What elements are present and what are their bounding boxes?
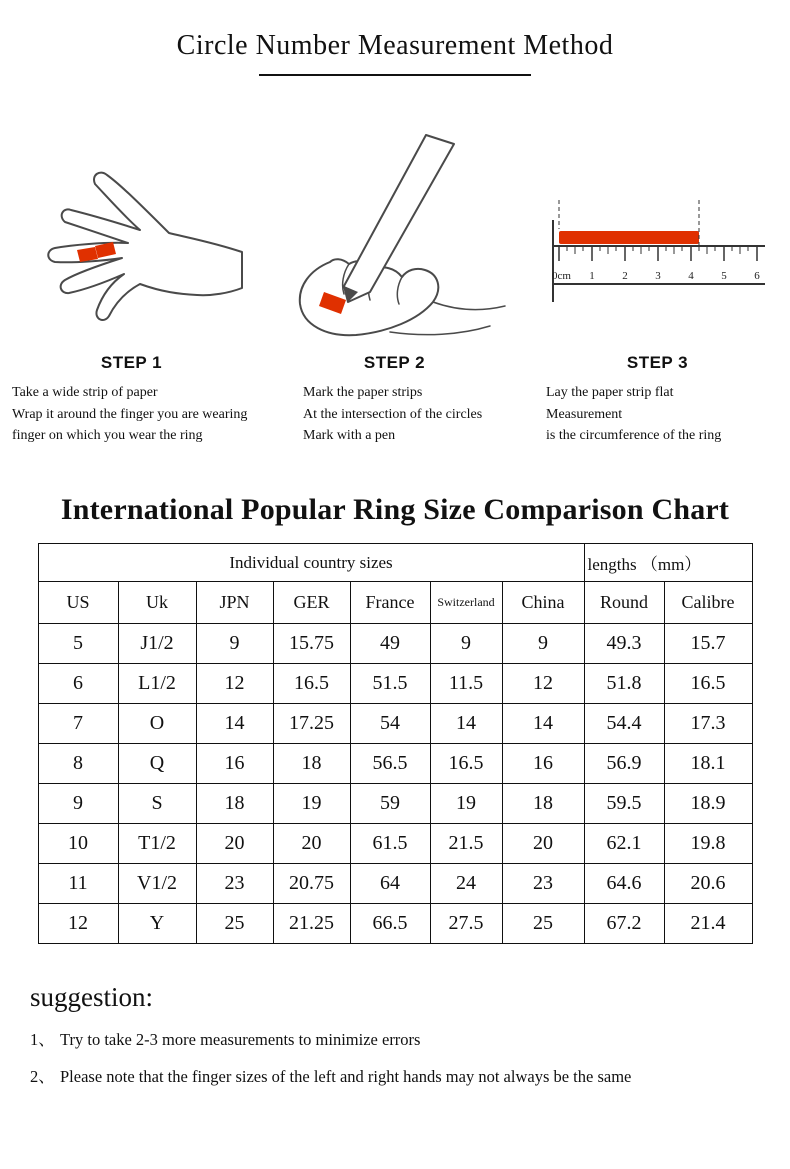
table-cell: 17.3 (664, 704, 752, 744)
table-cell: 11.5 (430, 664, 502, 704)
table-cell: 20.6 (664, 864, 752, 904)
table-cell: 54 (350, 704, 430, 744)
step-desc-line: is the circumference of the ring (546, 428, 722, 444)
table-cell: 11 (38, 864, 118, 904)
table-cell: 12 (502, 664, 584, 704)
title-underline (259, 74, 531, 76)
step1-label: STEP 1 (100, 353, 163, 372)
table-row (38, 624, 752, 664)
step2-description (263, 382, 526, 447)
table-cell: 19 (430, 784, 502, 824)
suggestion-item-number: 1、 (30, 1030, 55, 1050)
column-header: Switzerland (430, 582, 502, 624)
table-cell: 61.5 (350, 824, 430, 864)
table-cell: 64.6 (584, 864, 664, 904)
column-header: Uk (118, 582, 196, 624)
table-cell: 14 (502, 704, 584, 744)
suggestion-item (30, 1026, 790, 1050)
table-cell: 20 (502, 824, 584, 864)
table-cell: Q (118, 744, 196, 784)
table-row (38, 704, 752, 744)
chart-title: International Popular Ring Size Comparison Chart (60, 493, 730, 527)
page (0, 30, 790, 1169)
ruler-label: 3 (654, 270, 661, 282)
table-cell: 14 (430, 704, 502, 744)
table-cell: 18 (196, 784, 273, 824)
column-header: China (502, 582, 584, 624)
table-body (38, 624, 752, 944)
table-cell: 9 (196, 624, 273, 664)
group-header-lengths: lengths （mm） (584, 544, 752, 582)
step-desc-line: finger on which you wear the ring (12, 428, 203, 444)
ruler-label: 1 (588, 270, 595, 282)
table-cell: 19.8 (664, 824, 752, 864)
step-desc-line: Mark the paper strips (303, 385, 423, 400)
table-cell: 15.7 (664, 624, 752, 664)
table-cell: 18 (502, 784, 584, 824)
table-row (38, 824, 752, 864)
suggestion-item-text: Please note that the finger sizes of the left and right hands may not always be the same (60, 1067, 632, 1087)
suggestion-title: suggestion: (30, 982, 154, 1013)
table-cell: 16.5 (273, 664, 350, 704)
table-cell: 12 (38, 904, 118, 944)
step2-illustration (263, 134, 526, 339)
table-cell: 23 (196, 864, 273, 904)
table-cell: 16.5 (430, 744, 502, 784)
step-desc-line: Lay the paper strip flat (546, 385, 674, 400)
table-cell: 27.5 (430, 904, 502, 944)
table-cell: 9 (502, 624, 584, 664)
step1-description (0, 382, 263, 447)
step1-illustration (0, 134, 263, 339)
table-cell: 9 (430, 624, 502, 664)
table-cell: 24 (430, 864, 502, 904)
column-header: US (38, 582, 118, 624)
table-cell: 49.3 (584, 624, 664, 664)
hand-with-paper-strip-icon (7, 134, 257, 339)
table-cell: 56.9 (584, 744, 664, 784)
table-cell: 18 (273, 744, 350, 784)
table-cell: 49 (350, 624, 430, 664)
step3-description (526, 382, 789, 447)
table-row (38, 784, 752, 824)
table-cell: 16 (502, 744, 584, 784)
table-group-header-row (38, 544, 752, 582)
step-1 (0, 134, 263, 447)
step-2 (263, 134, 526, 447)
table-cell: O (118, 704, 196, 744)
table-cell: 15.75 (273, 624, 350, 664)
page-title: Circle Number Measurement Method (176, 30, 614, 61)
table-cell: 16 (196, 744, 273, 784)
ruler-label: 2 (621, 270, 628, 282)
column-header: GER (273, 582, 350, 624)
ruler-label: 4 (687, 270, 694, 282)
step3-label: STEP 3 (626, 353, 689, 372)
table-row (38, 864, 752, 904)
table-cell: 14 (196, 704, 273, 744)
hand-with-pen-icon (270, 134, 520, 339)
table-row (38, 904, 752, 944)
table-cell: J1/2 (118, 624, 196, 664)
table-cell: 10 (38, 824, 118, 864)
table-cell: S (118, 784, 196, 824)
suggestion-item (30, 1063, 790, 1087)
table-cell: 51.8 (584, 664, 664, 704)
table-cell: 21.5 (430, 824, 502, 864)
column-header: France (350, 582, 430, 624)
table-cell: 8 (38, 744, 118, 784)
step2-label: STEP 2 (363, 353, 426, 372)
table-cell: 25 (502, 904, 584, 944)
table-cell: 9 (38, 784, 118, 824)
table-cell: 21.25 (273, 904, 350, 944)
column-header: JPN (196, 582, 273, 624)
table-cell: 16.5 (664, 664, 752, 704)
table-cell: Y (118, 904, 196, 944)
table-cell: L1/2 (118, 664, 196, 704)
column-header: Calibre (664, 582, 752, 624)
table-cell: 18.9 (664, 784, 752, 824)
step-3 (526, 134, 789, 447)
table-cell: 59 (350, 784, 430, 824)
ruler-icon (533, 134, 783, 339)
table-cell: 25 (196, 904, 273, 944)
table-cell: 23 (502, 864, 584, 904)
table-cell: 62.1 (584, 824, 664, 864)
table-cell: 59.5 (584, 784, 664, 824)
step3-illustration (526, 134, 789, 339)
table-cell: 64 (350, 864, 430, 904)
table-column-header-row (38, 582, 752, 624)
table-cell: 54.4 (584, 704, 664, 744)
ruler-label: 6 (753, 270, 760, 282)
suggestion-item-text: Try to take 2-3 more measurements to minimize errors (60, 1030, 421, 1050)
ring-size-table (38, 543, 753, 944)
suggestion-item-number: 2、 (30, 1067, 55, 1087)
table-cell: 66.5 (350, 904, 430, 944)
table-cell: 67.2 (584, 904, 664, 944)
table-cell: 51.5 (350, 664, 430, 704)
table-cell: 6 (38, 664, 118, 704)
table-cell: T1/2 (118, 824, 196, 864)
step-desc-line: Measurement (546, 406, 623, 422)
table-cell: 56.5 (350, 744, 430, 784)
suggestion-section (30, 982, 790, 1087)
ruler-label: 0cm (551, 270, 571, 282)
step-desc-line: Mark with a pen (303, 428, 396, 444)
table-row (38, 744, 752, 784)
table-row (38, 664, 752, 704)
red-paper-strip (559, 231, 699, 244)
steps-section (0, 134, 790, 447)
table-cell: 20 (196, 824, 273, 864)
table-cell: 7 (38, 704, 118, 744)
table-cell: V1/2 (118, 864, 196, 904)
table-cell: 12 (196, 664, 273, 704)
step-desc-line: At the intersection of the circles (303, 406, 483, 422)
group-header-country-sizes: Individual country sizes (38, 544, 584, 582)
table-cell: 17.25 (273, 704, 350, 744)
table-cell: 21.4 (664, 904, 752, 944)
step-desc-line: Wrap it around the finger you are wearing (12, 406, 248, 422)
table-cell: 5 (38, 624, 118, 664)
table-cell: 19 (273, 784, 350, 824)
table-cell: 18.1 (664, 744, 752, 784)
step-desc-line: Take a wide strip of paper (12, 385, 158, 400)
column-header: Round (584, 582, 664, 624)
ruler-label: 5 (720, 270, 727, 282)
table-cell: 20.75 (273, 864, 350, 904)
table-cell: 20 (273, 824, 350, 864)
